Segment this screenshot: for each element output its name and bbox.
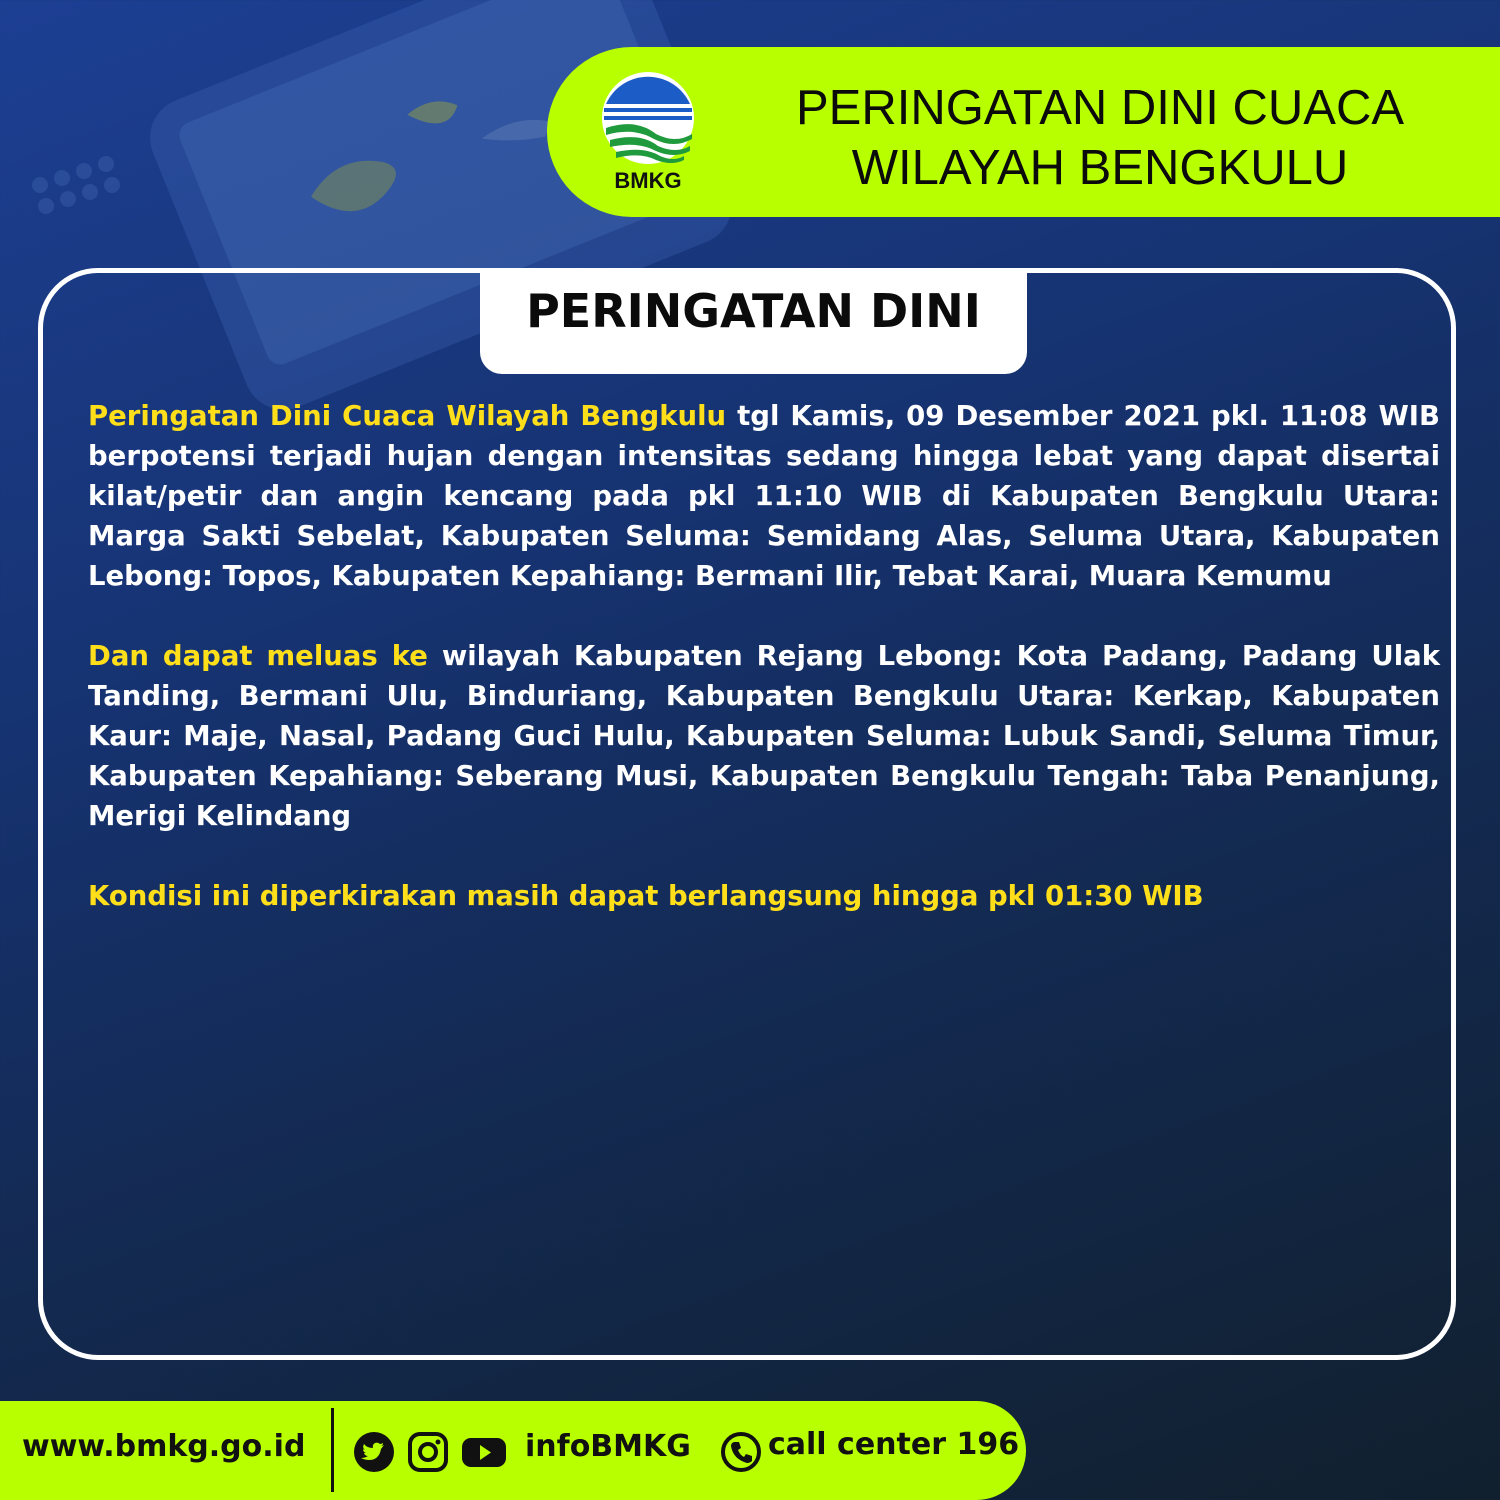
instagram-icon[interactable]	[407, 1431, 449, 1473]
warning-paragraph-3	[88, 876, 1440, 916]
warning-details: tgl Kamis, 09 Desember 2021 pkl. 11:08 WIB berpotensi terjadi hujan dengan intensitas sedang hingga lebat yang dapat disertai kilat/petir dan angin kencang pada pkl 11:10 WIB di Kabupaten Bengkulu Utara: Marga Sakti Sebelat, Kabupaten Seluma: Semidang Alas, Seluma Utara, Kabupaten Lebong: Topos, Kabupaten Kepahiang: Bermani Ilir, Tebat Karai, Muara Kemumu	[88, 400, 1440, 592]
card-title: PERINGATAN DINI	[526, 284, 981, 338]
phone-icon[interactable]	[720, 1431, 762, 1473]
header-title	[790, 78, 1410, 198]
extension-highlight: Dan dapat meluas ke	[88, 640, 428, 672]
warning-paragraph-2	[88, 636, 1440, 836]
warning-paragraph-1	[88, 396, 1440, 596]
header-title-line2: WILAYAH BENGKULU	[851, 141, 1349, 195]
youtube-icon[interactable]	[461, 1431, 507, 1473]
twitter-icon[interactable]	[353, 1431, 395, 1473]
warning-region-highlight: Peringatan Dini Cuaca Wilayah Bengkulu	[88, 400, 727, 432]
website-link[interactable]: www.bmkg.go.id	[22, 1429, 306, 1464]
extension-details: wilayah Kabupaten Rejang Lebong: Kota Padang, Padang Ulak Tanding, Bermani Ulu, Binduriang, Kabupaten Bengkulu Utara: Kerkap, Kabupaten Kaur: Maje, Nasal, Padang Guci Hulu, Kabupaten Seluma: Lubuk Sandi, Seluma Timur, Kabupaten Kepahiang: Seberang Musi, Kabupaten Bengkulu Tengah: Taba Penanjung, Merigi Kelindang	[88, 640, 1440, 832]
social-handle[interactable]: infoBMKG	[525, 1429, 691, 1464]
logo-text: BMKG	[614, 168, 682, 193]
footer-divider	[331, 1408, 334, 1492]
call-center[interactable]: call center 196	[768, 1427, 1020, 1462]
warning-content	[88, 396, 1440, 956]
duration-note: Kondisi ini diperkirakan masih dapat berlangsung hingga pkl 01:30 WIB	[88, 880, 1204, 912]
header-title-line1: PERINGATAN DINI CUACA	[795, 81, 1405, 135]
